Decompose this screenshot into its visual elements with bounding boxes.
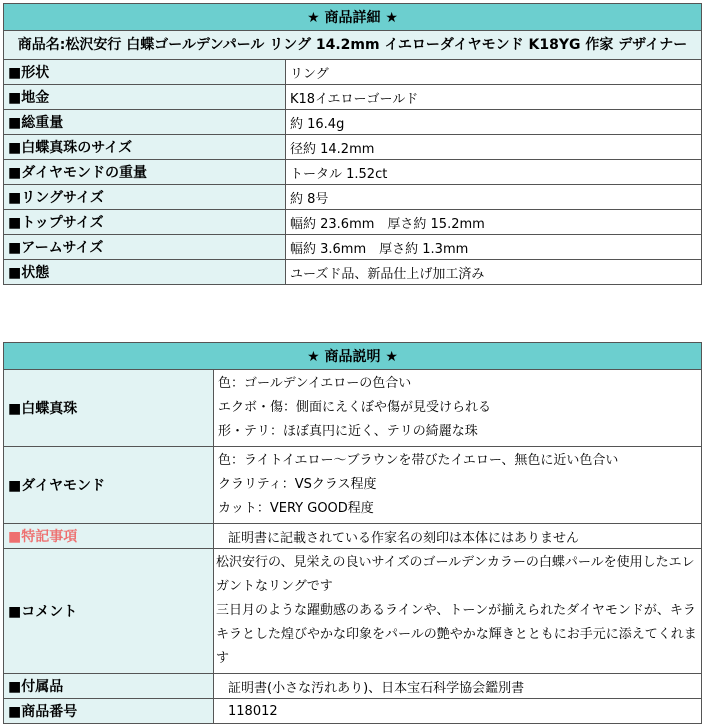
row-label-weight: ■総重量	[4, 110, 286, 135]
special-notes-label: ■特記事項	[4, 524, 214, 549]
comment-value	[214, 549, 702, 674]
pearl-label: ■白蝶真珠	[4, 370, 214, 447]
diamond-color-line: 色：ライトイエロー～ブラウンを帯びたイエロー、無色に近い色合い	[218, 453, 619, 468]
row-value-shape: リング	[286, 60, 702, 85]
row-label-condition: ■状態	[4, 260, 286, 285]
table-row	[4, 135, 702, 160]
row-label-ring-size: ■リングサイズ	[4, 185, 286, 210]
row-label-pearl-size: ■白蝶真珠のサイズ	[4, 135, 286, 160]
row-value-condition: ユーズド品、新品仕上げ加工済み	[286, 260, 702, 285]
diamond-clarity-line: クラリティ：VSクラス程度	[218, 477, 377, 492]
row-value-diamond-weight: トータル 1.52ct	[286, 160, 702, 185]
row-label-diamond-weight: ■ダイヤモンドの重量	[4, 160, 286, 185]
product-description-table	[3, 342, 702, 724]
item-number-value: 118012	[214, 699, 702, 724]
row-label-top-size: ■トップサイズ	[4, 210, 286, 235]
pearl-shape-line: 形・テリ：ほぼ真円に近く、テリの綺麗な珠	[218, 424, 478, 439]
comment-label: ■コメント	[4, 549, 214, 674]
pearl-value	[214, 370, 702, 447]
row-label-shape: ■形状	[4, 60, 286, 85]
table-row	[4, 60, 702, 85]
table-row	[4, 185, 702, 210]
diamond-label: ■ダイヤモンド	[4, 447, 214, 524]
diamond-value	[214, 447, 702, 524]
diamond-cut-line: カット：VERY GOOD程度	[218, 501, 374, 516]
table-row	[4, 110, 702, 135]
row-value-top-size: 幅約 23.6mm 厚さ約 15.2mm	[286, 210, 702, 235]
row-label-metal: ■地金	[4, 85, 286, 110]
item-number-label: ■商品番号	[4, 699, 214, 724]
special-notes-value: 証明書に記載されている作家名の刻印は本体にはありません	[214, 524, 702, 549]
table-row	[4, 210, 702, 235]
table-row	[4, 160, 702, 185]
table-row	[4, 674, 702, 699]
table-row	[4, 524, 702, 549]
row-value-weight: 約 16.4g	[286, 110, 702, 135]
table-row	[4, 260, 702, 285]
comment-paragraph-2: 三日月のような躍動感のあるラインや、トーンが揃えられたダイヤモンドが、キラキラとした煌びやかな印象をパールの艶やかな輝きとともにお手元に添えてくれます	[216, 603, 697, 666]
table-row	[4, 85, 702, 110]
row-value-pearl-size: 径約 14.2mm	[286, 135, 702, 160]
table-row	[4, 699, 702, 724]
accessories-label: ■付属品	[4, 674, 214, 699]
accessories-value: 証明書(小さな汚れあり)、日本宝石科学協会鑑別書	[214, 674, 702, 699]
row-value-arm-size: 幅約 3.6mm 厚さ約 1.3mm	[286, 235, 702, 260]
description-header: ★ 商品説明 ★	[4, 343, 702, 370]
comment-paragraph-1: 松沢安行の、見栄えの良いサイズのゴールデンカラーの白蝶パールを使用したエレガントなリングです	[216, 555, 695, 594]
details-header: ★ 商品詳細 ★	[4, 4, 702, 31]
product-title: 商品名:松沢安行 白蝶ゴールデンパール リング 14.2mm イエローダイヤモンド K18YG 作家 デザイナー	[4, 31, 702, 60]
pearl-blemish-line: エクボ・傷：側面にえくぼや傷が見受けられる	[218, 400, 492, 415]
row-label-arm-size: ■アームサイズ	[4, 235, 286, 260]
product-details-table	[3, 3, 702, 285]
pearl-color-line: 色：ゴールデンイエローの色合い	[218, 376, 412, 391]
table-row	[4, 235, 702, 260]
table-row	[4, 447, 702, 524]
table-row	[4, 370, 702, 447]
table-row	[4, 549, 702, 674]
row-value-ring-size: 約 8号	[286, 185, 702, 210]
row-value-metal: K18イエローゴールド	[286, 85, 702, 110]
